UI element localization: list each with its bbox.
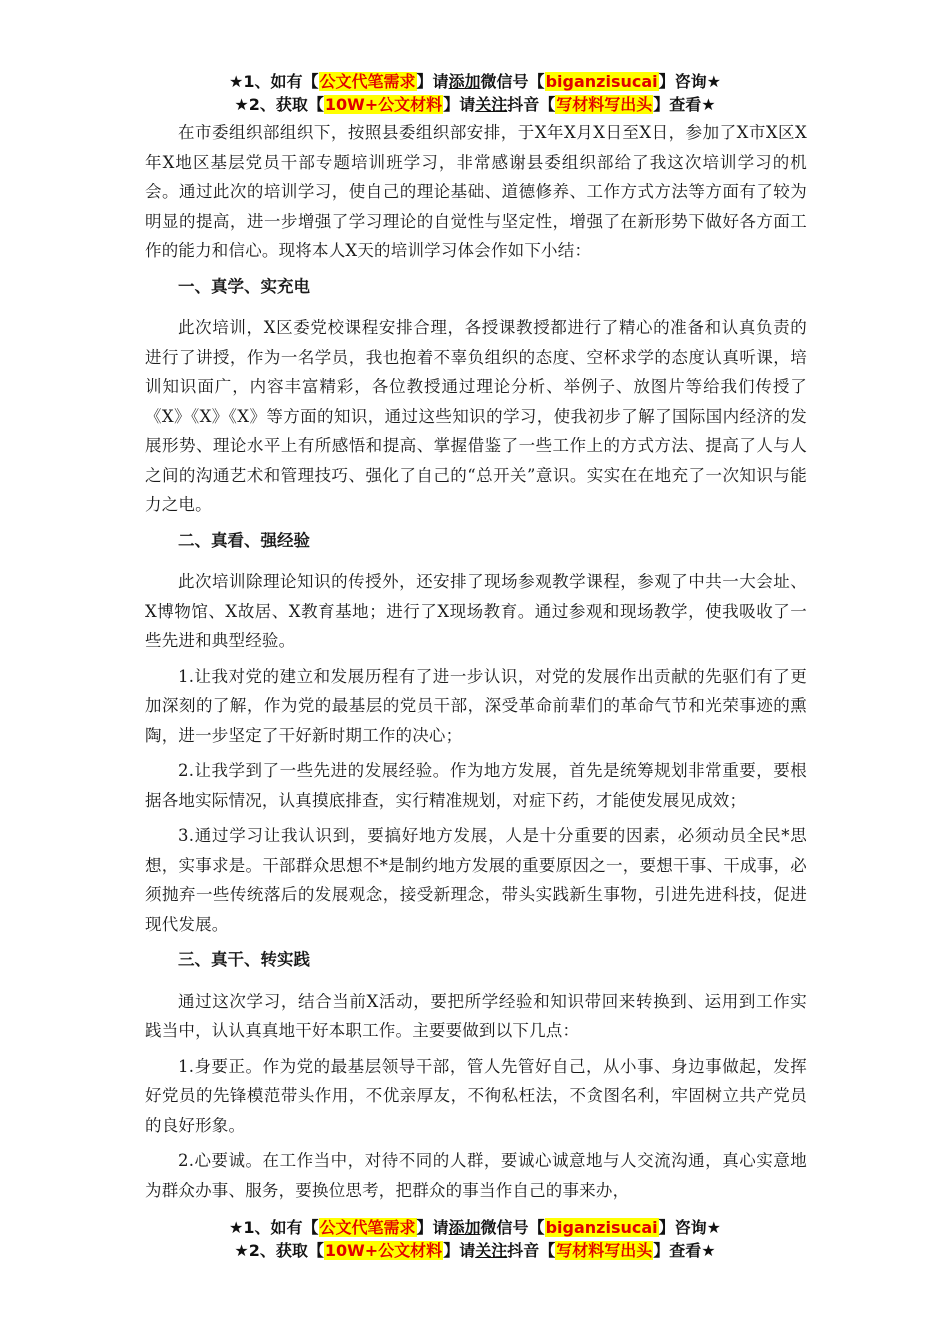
banner-text: 】咨询★ [658, 1218, 721, 1237]
section-2-item-2: 2.让我学到了一些先进的发展经验。作为地方发展，首先是统筹规划非常重要，要根据各地实际情况，认真摸底排查，实行精准规划，对症下药，才能使发展见成效； [145, 761, 807, 810]
section-2-item-3: 3.通过学习让我认识到，要搞好地方发展，人是十分重要的因素，必须动员全民*思想，实事求是。干部群众思想不*是制约地方发展的重要原因之一，要想干事、干成事，必须抛弃一些传统落后的发展观念，接受新理念，带头实践新生事物，引进先进科技，促进现代发展。 [145, 826, 807, 934]
underlined-text: 关注 [475, 1241, 508, 1260]
banner-text: 】查看★ [653, 1241, 716, 1260]
highlight-service: 公文代笔需求 [319, 1218, 416, 1237]
section-3-item-1: 1.身要正。作为党的最基层领导干部，管人先管好自己，从小事、身边事做起，发挥好党员的先锋模范带头作用，不优亲厚友，不徇私枉法，不贪图名利，牢固树立共产党员的良好形象。 [145, 1056, 807, 1135]
banner-text: 微信号【 [480, 1218, 545, 1237]
highlight-materials: 10W+公文材料 [324, 1241, 443, 1260]
section-1-paragraph: 此次培训，X区委党校课程安排合理，各授课教授都进行了精心的准备和认真负责的进行了讲授，作为一名学员，我也抱着不辜负组织的态度、空杯求学的态度认真听课，培训知识面广，内容丰富精彩，各位教授通过理论分析、举例子、放图片等给我们传授了《X》《X》《X》等方面的知识，通过这些知识的学习，使我初步了解了国际国内经济的发展形势、理论水平上有所感悟和提高、掌握借鉴了一些工作上的方式方法、提高了人与人之间的沟通艺术和管理技巧、强化了自己的“总开关”意识。实实在在地充了一次知识与能力之电。 [145, 318, 807, 514]
banner-text: ★1、如有【 [229, 72, 319, 91]
section-heading-2: 二、真看、强经验 [178, 530, 310, 550]
banner-text: 】请 [416, 1218, 449, 1237]
underlined-text: 添加 [448, 72, 481, 91]
banner-text: 】查看★ [653, 95, 716, 114]
highlight-service: 公文代笔需求 [319, 72, 416, 91]
banner-line-2 [0, 1239, 950, 1262]
banner-text: ★2、获取【 [234, 95, 324, 114]
top-banner [0, 70, 950, 116]
highlight-wechat-id: biganzisucai [545, 72, 658, 91]
underlined-text: 添加 [448, 1218, 481, 1237]
banner-text: 】请 [416, 72, 449, 91]
banner-text: ★2、获取【 [234, 1241, 324, 1260]
section-3-paragraph: 通过这次学习，结合当前X活动，要把所学经验和知识带回来转换到、运用到工作实践当中，认认真真地干好本职工作。主要要做到以下几点： [145, 991, 807, 1040]
bottom-banner [0, 1216, 950, 1262]
banner-text: ★1、如有【 [229, 1218, 319, 1237]
banner-text: 抖音【 [507, 1241, 556, 1260]
banner-line-1 [0, 70, 950, 93]
highlight-douyin: 写材料写出头 [556, 1241, 653, 1260]
highlight-materials: 10W+公文材料 [324, 95, 443, 114]
highlight-wechat-id: biganzisucai [545, 1218, 658, 1237]
highlight-douyin: 写材料写出头 [556, 95, 653, 114]
banner-text: 】请 [443, 1241, 476, 1260]
banner-text: 】请 [443, 95, 476, 114]
banner-text: 抖音【 [507, 95, 556, 114]
banner-line-1 [0, 1216, 950, 1239]
banner-line-2 [0, 93, 950, 116]
section-2-item-1: 1.让我对党的建立和发展历程有了进一步认识，对党的发展作出贡献的先驱们有了更加深刻的了解，作为党的最基层的党员干部，深受革命前辈们的革命气节和光荣事迹的熏陶，进一步坚定了干好新时期工作的决心； [145, 666, 807, 745]
intro-paragraph: 在市委组织部组织下，按照县委组织部安排，于X年X月X日至X日，参加了X市X区X年X地区基层党员干部专题培训班学习，非常感谢县委组织部给了我这次培训学习的机会。通过此次的培训学习，使自己的理论基础、道德修养、工作方式方法等方面有了较为明显的提高，进一步增强了学习理论的自觉性与坚定性，增强了在新形势下做好各方面工作的能力和信心。现将本人X天的培训学习体会作如下小结： [145, 123, 807, 260]
section-heading-1: 一、真学、实充电 [178, 276, 310, 296]
underlined-text: 关注 [475, 95, 508, 114]
section-2-paragraph: 此次培训除理论知识的传授外，还安排了现场参观教学课程，参观了中共一大会址、X博物馆、X故居、X教育基地；进行了X现场教育。通过参观和现场教学，使我吸收了一些先进和典型经验。 [145, 572, 807, 650]
section-heading-3: 三、真干、转实践 [178, 950, 310, 969]
section-3-item-2: 2.心要诚。在工作当中，对待不同的人群，要诚心诚意地与人交流沟通，真心实意地为群众办事、服务，要换位思考，把群众的事当作自己的事来办， [145, 1151, 807, 1200]
banner-text: 微信号【 [480, 72, 545, 91]
document-body [145, 118, 807, 1211]
banner-text: 】咨询★ [658, 72, 721, 91]
